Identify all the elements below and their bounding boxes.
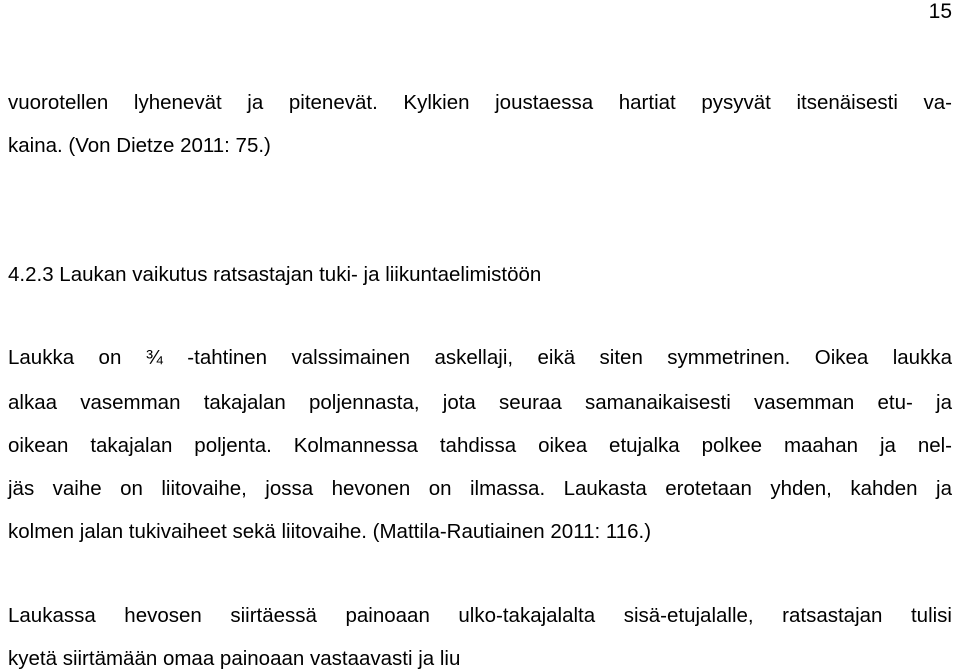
paragraph-3-line-1: Laukassa hevosen siirtäessä painoaan ulko-takajalalta sisä-etujalalle, ratsastajan tulisi [8,604,952,627]
paragraph-2-line-2: alkaa vasemman takajalan poljennasta, jota seuraa samanaikaisesti vasemman etu- ja [8,391,952,414]
paragraph-2-line-1: Laukka on ¾ -tahtinen valssimainen askellaji, eikä siten symmetrinen. Oikea laukka [8,346,952,369]
page-number: 15 [928,0,952,23]
paragraph-1-line-2: kaina. (Von Dietze 2011: 75.) [8,134,271,157]
paragraph-1-line-1: vuorotellen lyhenevät ja pitenevät. Kylkien joustaessa hartiat pysyvät itsenäisesti va- [8,91,952,114]
section-heading: 4.2.3 Laukan vaikutus ratsastajan tuki- ja liikuntaelimistöön [8,263,542,286]
paragraph-2-line-3: oikean takajalan poljenta. Kolmannessa tahdissa oikea etujalka polkee maahan ja nel- [8,434,952,457]
paragraph-2-line-5: kolmen jalan tukivaiheet sekä liitovaihe. (Mattila-Rautiainen 2011: 116.) [8,520,652,543]
paragraph-3-line-2: kyetä siirtämään omaa painoaan vastaavasti ja liu [8,647,461,670]
paragraph-2-line-4: jäs vaihe on liitovaihe, jossa hevonen on ilmassa. Laukasta erotetaan yhden, kahden ja [8,477,952,500]
